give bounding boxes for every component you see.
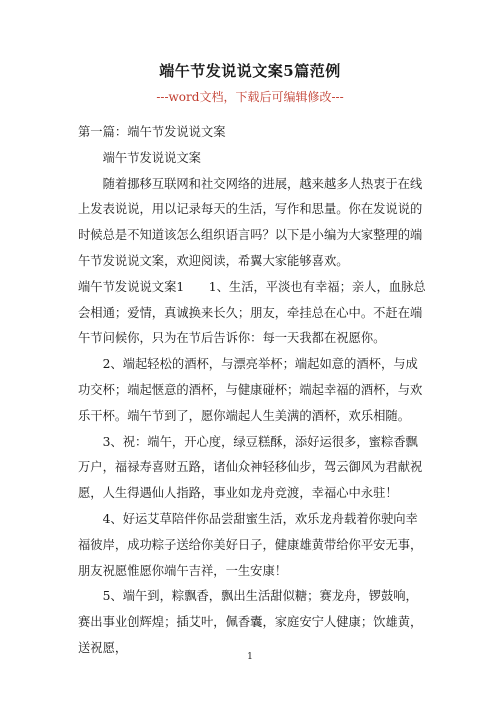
body-paragraph: 3、祝：端午，开心度，绿豆糕酥，添好运很多，蜜粽香飘万户，福禄寿喜财五路，诸仙众神轻移仙步，驾云御风为君献祝愿，人生得遇仙人指路，事业如龙舟竞渡，幸福心中永驻！ [78, 434, 423, 501]
body-paragraph: 4、好运艾草陪伴你品尝甜蜜生活，欢乐龙舟载着你驶向幸福彼岸，成功粽子送给你美好日子，健康雄黄带给你平安无事，朋友祝愿惟愿你端午吉祥，一生安康！ [78, 511, 423, 578]
document-body [78, 120, 430, 662]
body-paragraph: 端午节发说说文案1 1、生活，平淡也有幸福；亲人，血脉总会相通；爱情，真诚换来长久；朋友，牵挂总在心中。不赶在端午节问候你，只为在节后告诉你：每一天我都在祝愿你。 [78, 279, 426, 346]
body-paragraph: 5、端午到，粽飘香，飘出生活甜似糖；赛龙舟，锣鼓响，赛出事业创辉煌；插艾叶，佩香囊，家庭安宁人健康；饮雄黄，送祝愿， [78, 589, 423, 655]
document-title: 端午节发说说文案5篇范例 [159, 62, 341, 80]
document-subtitle: ---word文档，下载后可编辑修改--- [156, 90, 344, 104]
section-subheading: 端午节发说说文案 [102, 150, 201, 165]
body-paragraph: 随着挪移互联网和社交网络的进展，越来越多人热衷于在线上发表说说，用以记录每天的生活，写作和思量。你在发说说的时候总是不知道该怎么组织语言吗？以下是小编为大家整理的端午节发说说文案，欢迎阅读，希翼大家能够喜欢。 [78, 176, 423, 268]
section-heading: 第一篇：端午节发说说文案 [78, 125, 226, 139]
page-number: 1 [247, 652, 253, 662]
body-paragraph: 2、端起轻松的酒杯，与漂亮举杯；端起如意的酒杯，与成功交杯；端起惬意的酒杯，与健康碰杯；端起幸福的酒杯，与欢乐干杯。端午节到了，愿你端起人生美满的酒杯，欢乐相随。 [78, 357, 423, 423]
